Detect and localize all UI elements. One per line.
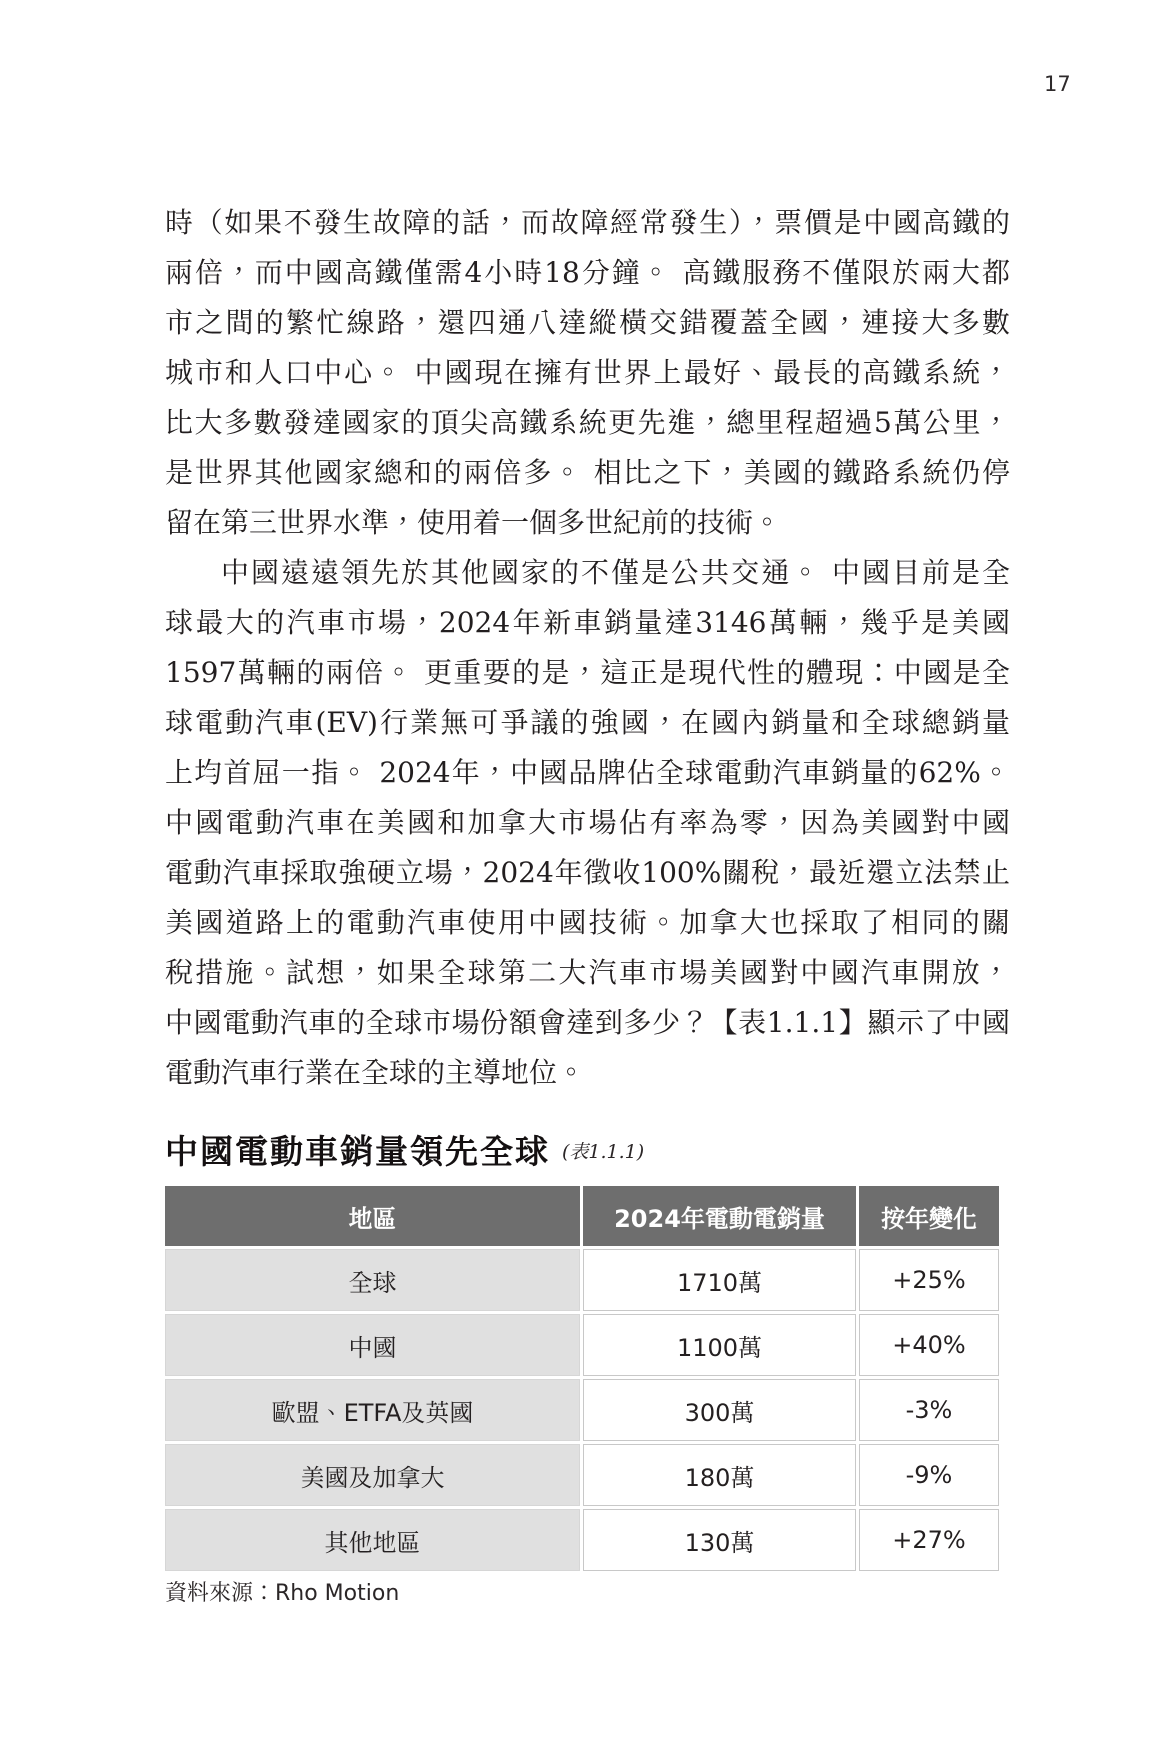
table-row-china: [165, 1314, 999, 1376]
cell-sales: 1100萬: [583, 1314, 856, 1376]
table-row-us-canada: [165, 1444, 999, 1506]
body-line: 中國電動汽車在美國和加拿大市場佔有率為零，因為美國對中國: [165, 806, 1010, 839]
body-line: 城市和人口中心。 中國現在擁有世界上最好、最長的高鐵系統，: [165, 356, 1010, 389]
body-line: 市之間的繁忙線路，還四通八達縱橫交錯覆蓋全國，連接大多數: [165, 306, 1010, 339]
body-line: 時（如果不發生故障的話，而故障經常發生），票價是中國高鐵的: [165, 206, 1010, 239]
body-line: 美國道路上的電動汽車使用中國技術。加拿大也採取了相同的關: [165, 906, 1010, 939]
body-line: 稅措施。試想，如果全球第二大汽車市場美國對中國汽車開放，: [165, 956, 1010, 989]
body-line: 中國電動汽車的全球市場份額會達到多少？【表1.1.1】顯示了中國: [165, 1006, 1010, 1039]
body-line: 1597萬輛的兩倍。 更重要的是，這正是現代性的體現：中國是全: [165, 656, 1010, 689]
body-line: 兩倍，而中國高鐵僅需4小時18分鐘。 高鐵服務不僅限於兩大都: [165, 256, 1010, 289]
column-header-yoy-change: 按年變化: [859, 1186, 999, 1246]
body-line: 電動汽車採取強硬立場，2024年徵收100%關稅，最近還立法禁止: [165, 856, 1010, 889]
cell-change: +27%: [859, 1509, 999, 1571]
table-source: 資料來源：Rho Motion: [165, 1581, 400, 1606]
page-number: 17: [1044, 72, 1071, 96]
body-line: 球最大的汽車市場，2024年新車銷量達3146萬輛，幾乎是美國: [165, 606, 1010, 639]
table-header-row: [165, 1186, 999, 1246]
body-line: 球電動汽車(EV)行業無可爭議的強國，在國內銷量和全球總銷量: [165, 706, 1010, 739]
body-line-paragraph-end: 電動汽車行業在全球的主導地位。: [165, 1056, 586, 1089]
table-row-other-regions: [165, 1509, 999, 1571]
cell-region: 歐盟、ETFA及英國: [165, 1379, 580, 1441]
table-row-global: [165, 1249, 999, 1311]
cell-change: +40%: [859, 1314, 999, 1376]
body-line: 比大多數發達國家的頂尖高鐵系統更先進，總里程超過5萬公里，: [165, 406, 1010, 439]
cell-change: -3%: [859, 1379, 999, 1441]
cell-sales: 130萬: [583, 1509, 856, 1571]
table-title: [165, 1126, 1010, 1173]
cell-sales: 1710萬: [583, 1249, 856, 1311]
cell-region: 中國: [165, 1314, 580, 1376]
cell-region: 全球: [165, 1249, 580, 1311]
body-line-paragraph-end: 留在第三世界水準，使用着一個多世紀前的技術。: [165, 506, 782, 539]
table-row-eu-etfa-uk: [165, 1379, 999, 1441]
cell-change: -9%: [859, 1444, 999, 1506]
table-reference-label: (表1.1.1): [562, 1141, 645, 1163]
cell-sales: 180萬: [583, 1444, 856, 1506]
body-line: 是世界其他國家總和的兩倍多。 相比之下，美國的鐵路系統仍停: [165, 456, 1010, 489]
cell-sales: 300萬: [583, 1379, 856, 1441]
body-line: 上均首屈一指。 2024年，中國品牌佔全球電動汽車銷量的62%。: [165, 756, 1010, 789]
body-line-paragraph-start: 中國遠遠領先於其他國家的不僅是公共交通。 中國目前是全: [221, 556, 1010, 589]
ev-sales-table: [162, 1183, 1002, 1574]
cell-change: +25%: [859, 1249, 999, 1311]
column-header-2024-ev-sales: 2024年電動電銷量: [583, 1186, 856, 1246]
table-title-text: 中國電動車銷量領先全球: [165, 1132, 550, 1171]
column-header-region: 地區: [165, 1186, 580, 1246]
cell-region: 美國及加拿大: [165, 1444, 580, 1506]
cell-region: 其他地區: [165, 1509, 580, 1571]
body-text: [165, 198, 1010, 1098]
